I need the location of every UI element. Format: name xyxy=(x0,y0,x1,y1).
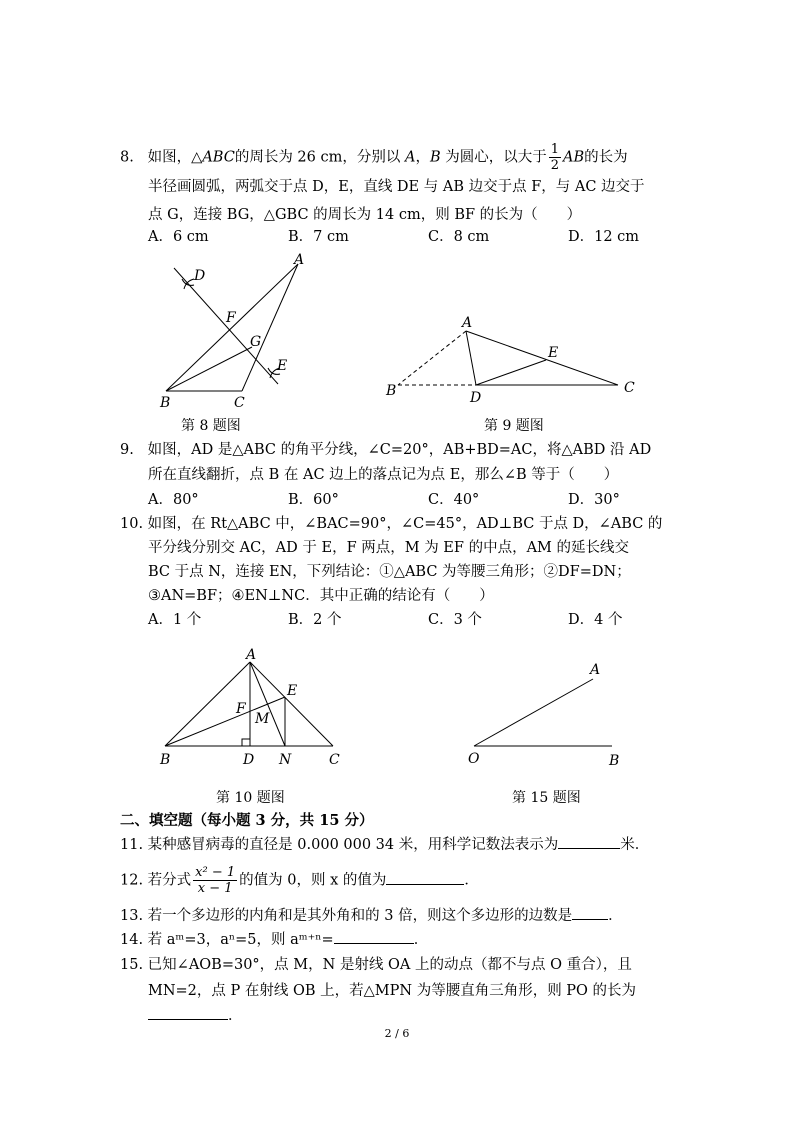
q10-number: 10. xyxy=(120,516,144,532)
fig9-segment-ad xyxy=(466,331,476,385)
figure-10 xyxy=(155,645,355,770)
fig8-segment-bg xyxy=(166,347,252,391)
fig8-caption: 第 8 题图 xyxy=(181,418,241,434)
q12-number: 12. xyxy=(120,872,144,889)
fig15-caption: 第 15 题图 xyxy=(512,790,581,806)
q10-line2: 平分线分别交 AC，AD 于 E，F 两点，M 为 EF 的中点，AM 的延长线交 xyxy=(148,540,629,556)
q12-fraction: $\frac{\text{x² − 1}}{x - 1}$ xyxy=(195,865,236,896)
q13-line: 13. 若一个多边形的内角和是其外角和的 3 倍，则这个多边形的边数是 ． xyxy=(120,905,623,926)
fig10-label-d: D xyxy=(243,752,255,768)
fig8-label-f: F xyxy=(226,310,236,326)
fig8-segment-ac xyxy=(242,264,298,391)
q8-line2: 半径画圆弧，两弧交于点 D，E，直线 DE 与 AB 边交于点 F，与 AC 边交于 xyxy=(148,179,645,195)
fig9-label-a: A xyxy=(462,315,473,331)
fig9-caption: 第 9 题图 xyxy=(484,418,544,434)
figure-15 xyxy=(460,655,630,770)
q8-option-b: B．7 cm xyxy=(288,229,349,245)
q11-line: 11. 某种感冒病毒的直径是 0.000 000 34 米，用科学记数法表示为 米． xyxy=(120,834,649,855)
fig10-segment-an xyxy=(250,662,285,746)
q11-number: 11. xyxy=(120,837,144,853)
fig15-label-o: O xyxy=(468,751,480,767)
q9-option-a: A．80° xyxy=(148,492,199,508)
fig10-label-m: M xyxy=(255,711,270,727)
fig10-label-f: F xyxy=(236,701,246,717)
q14-number: 14. xyxy=(120,932,144,948)
q8-option-a: A．6 cm xyxy=(148,229,209,245)
q13-number: 13. xyxy=(120,908,144,924)
fig8-label-e: E xyxy=(277,358,288,374)
q14-answer-blank[interactable] xyxy=(334,929,414,944)
q9-option-d: D．30° xyxy=(568,492,620,508)
fig8-label-a: A xyxy=(294,252,305,268)
q13-answer-blank[interactable] xyxy=(572,905,608,920)
q8-line3: 点 G，连接 BG，△GBC 的周长为 14 cm，则 BF 的长为（ ） xyxy=(148,207,582,223)
figure-9 xyxy=(380,310,650,410)
q15-answer-blank[interactable] xyxy=(148,1005,228,1020)
section-2-title: 二、填空题（每小题 3 分，共 15 分） xyxy=(120,812,374,829)
fig10-label-n: N xyxy=(279,752,292,768)
q8-line1: 8. 如图，△ABC的周长为 26 cm，分别以 A，B 为圆心，以大于 $\frac{1}{2}$ AB的长为 xyxy=(120,142,628,173)
fig10-label-b: B xyxy=(160,752,171,768)
figure-8 xyxy=(150,252,310,412)
fig9-label-c: C xyxy=(624,380,635,396)
fig8-label-d: D xyxy=(194,268,206,284)
fig8-label-c: C xyxy=(234,395,245,411)
fig10-right-angle-mark xyxy=(242,739,250,746)
fig10-label-e: E xyxy=(287,683,298,699)
q8-option-c: C．8 cm xyxy=(428,229,490,245)
fig10-label-a: A xyxy=(246,647,257,663)
fig10-label-c: C xyxy=(329,752,340,768)
fig15-ray-oa xyxy=(474,679,593,746)
fig8-label-b: B xyxy=(160,395,171,411)
q8-number: 8. xyxy=(120,149,134,166)
q10-option-a: A．1 个 xyxy=(148,612,202,628)
fig9-label-b: B xyxy=(386,383,397,399)
q15-line1: 15. 已知∠AOB=30°，点 M，N 是射线 OA 上的动点（都不与点 O 重合），且 xyxy=(120,957,632,973)
q10-option-d: D．4 个 xyxy=(568,612,623,628)
q12-answer-blank[interactable] xyxy=(386,870,464,885)
q12-line: 12. 若分式 $\frac{\text{x² − 1}}{x - 1}$ 的值为 0，则 x 的值为 ． xyxy=(120,865,479,896)
q10-line3: BC 于点 N，连接 EN，下列结论：①△ABC 为等腰三角形；②DF=DN； xyxy=(148,564,631,580)
q14-line: 14. 若 aᵐ=3，aⁿ=5，则 aᵐ⁺ⁿ= ． xyxy=(120,929,428,950)
fig9-label-e: E xyxy=(548,345,559,361)
q10-option-b: B．2 个 xyxy=(288,612,342,628)
half-fraction: $\frac{1}{2}$ xyxy=(550,142,560,173)
q10-line1: 10. 如图，在 Rt△ABC 中，∠BAC=90°，∠C=45°，AD⊥BC 于点 D，∠ABC 的 xyxy=(120,516,663,532)
fig9-segment-de xyxy=(476,360,546,385)
q9-line2: 所在直线翻折，点 B 在 AC 边上的落点记为点 E，那么∠B 等于（ ） xyxy=(148,467,619,483)
fig15-label-b: B xyxy=(609,753,620,769)
q15-line2: MN=2，点 P 在射线 OB 上，若△MPN 为等腰直角三角形，则 PO 的长为 xyxy=(148,983,637,999)
q9-option-b: B．60° xyxy=(288,492,339,508)
fig9-label-d: D xyxy=(470,390,482,406)
q9-line1: 9. 如图，AD 是△ABC 的角平分线，∠C=20°，AB+BD=AC，将△ABD 沿 AD xyxy=(120,442,652,458)
q15-line3: ． xyxy=(148,1005,243,1026)
q10-line4: ③AN=BF；④EN⊥NC．其中正确的结论有（ ） xyxy=(148,588,494,604)
fig8-label-g: G xyxy=(250,334,262,350)
q10-option-c: C．3 个 xyxy=(428,612,482,628)
fig9-segment-ac xyxy=(466,331,618,385)
q15-number: 15. xyxy=(120,957,144,973)
q8-option-d: D．12 cm xyxy=(568,229,640,245)
q9-number: 9. xyxy=(120,442,134,458)
page-number: 2 / 6 xyxy=(384,1027,410,1040)
fig10-caption: 第 10 题图 xyxy=(216,790,285,806)
fig10-segment-ac xyxy=(250,662,333,746)
fig9-dashed-ab xyxy=(398,331,466,385)
fig15-label-a: A xyxy=(590,662,601,678)
q11-answer-blank[interactable] xyxy=(558,834,620,849)
q9-option-c: C．40° xyxy=(428,492,480,508)
